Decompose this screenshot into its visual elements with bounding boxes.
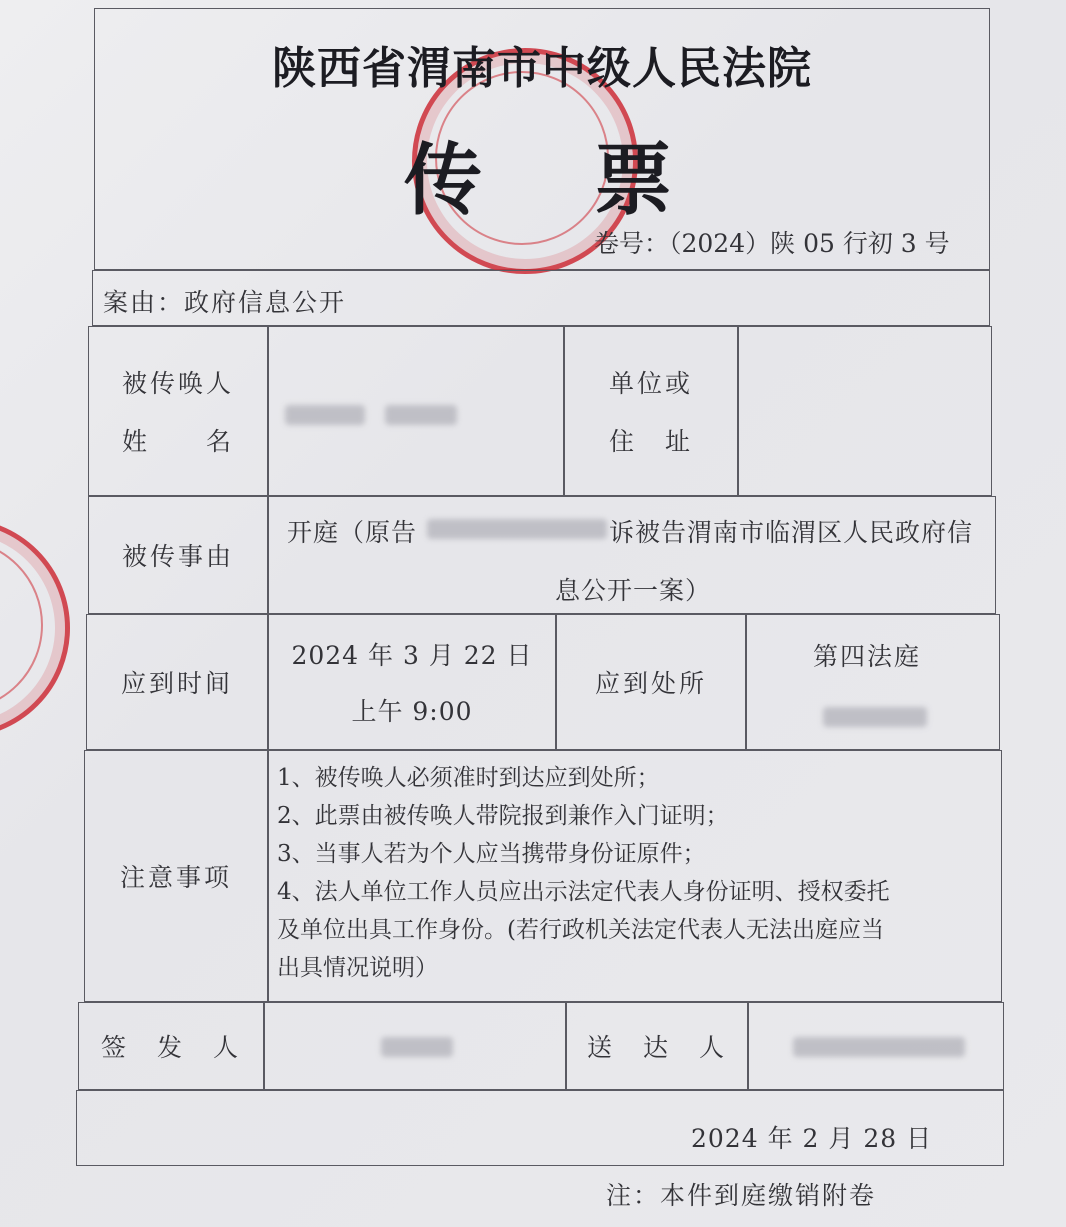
document-title-char-2: 票: [594, 136, 673, 226]
case-number: 卷号：（2024）陕 05 行初 3 号: [594, 229, 950, 258]
redacted-plaintiff: [427, 519, 607, 539]
reason-text-part-2: 诉被告渭南市临渭区人民政府信: [609, 518, 974, 547]
notes-value-cell: [268, 750, 1002, 1002]
summoned-name-value-cell: [268, 326, 564, 496]
issuer-label: 签 发 人: [100, 1033, 241, 1062]
server-label: 送 达 人: [586, 1033, 727, 1062]
reason-text-line-2: 息公开一案）: [555, 576, 712, 605]
summons-sheet: [74, 8, 1004, 1168]
appear-date: 2024 年 3 月 22 日: [291, 641, 533, 670]
reason-value-cell: [268, 496, 996, 614]
appear-time: 上午 9:00: [351, 697, 473, 726]
redacted-server: [793, 1037, 965, 1057]
server-label-cell: [566, 1002, 748, 1090]
unit-address-label-1: 单位或: [608, 369, 693, 398]
place-value-cell: [746, 614, 1000, 750]
document-title-char-1: 传: [404, 136, 483, 226]
reason-text-part-1: 开庭（原告: [287, 518, 418, 547]
place-label: 应到处所: [594, 669, 707, 698]
redacted-name-2: [385, 405, 457, 425]
time-value-cell: [268, 614, 556, 750]
partial-seal-left: [0, 518, 70, 738]
notes-label: 注意事项: [119, 863, 232, 892]
issuer-value-cell: [264, 1002, 566, 1090]
reason-label: 被传事由: [121, 542, 234, 571]
notice-item-2: 2、此票由被传唤人带院报到兼作入门证明；: [277, 803, 729, 829]
summoned-name-label-1: 被传唤人: [121, 369, 234, 398]
issuer-label-cell: [78, 1002, 264, 1090]
redacted-issuer: [381, 1037, 453, 1057]
summoned-name-label-2: 姓 名: [121, 427, 234, 456]
footnote: 注：本件到庭缴销附卷: [606, 1181, 877, 1210]
notice-item-1: 1、被传唤人必须准时到达应到处所；: [277, 765, 660, 791]
notes-label-cell: [84, 750, 268, 1002]
notice-item-4: 4、法人单位工作人员应出示法定代表人身份证明、授权委托: [277, 879, 890, 905]
date-row: [76, 1090, 1004, 1166]
redacted-name: [285, 405, 365, 425]
cause-text: 案由：政府信息公开: [103, 288, 347, 317]
unit-address-value-cell: [738, 326, 992, 496]
unit-address-label-2: 住 址: [608, 427, 693, 456]
cause-row: [92, 270, 990, 326]
issue-date: 2024 年 2 月 28 日: [691, 1124, 933, 1153]
notice-item-4-cont: 及单位出具工作身份。(若行政机关法定代表人无法出庭应当: [277, 917, 884, 943]
time-label-cell: [86, 614, 268, 750]
summoned-name-label-cell: [88, 326, 268, 496]
redacted-place-detail: [823, 707, 927, 727]
notice-item-3: 3、当事人若为个人应当携带身份证原件；: [277, 841, 706, 867]
notice-item-4-end: 出具情况说明）: [277, 955, 438, 981]
reason-label-cell: [88, 496, 268, 614]
place-label-cell: [556, 614, 746, 750]
unit-address-label-cell: [564, 326, 738, 496]
place-value: 第四法庭: [813, 642, 922, 671]
court-name: 陕西省渭南市中级人民法院: [272, 43, 812, 94]
server-value-cell: [748, 1002, 1004, 1090]
time-label: 应到时间: [120, 669, 233, 698]
